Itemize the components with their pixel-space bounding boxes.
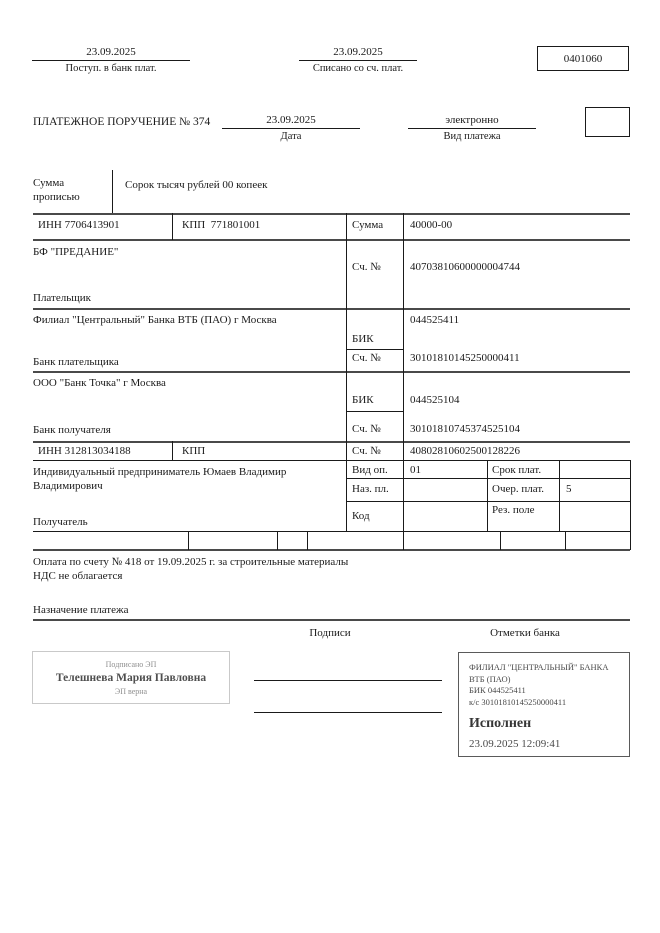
payer-bank-account-label: Сч. № (352, 352, 381, 364)
signature-line (254, 712, 442, 713)
amount-in-words-label: Сумма прописью (33, 177, 80, 203)
debited-from-account-field (299, 46, 417, 74)
payer-section-label: Плательщик (33, 292, 91, 304)
payer-bank-bik-label: БИК (352, 333, 374, 345)
payee-section-label: Получатель (33, 516, 88, 528)
payee-bank-bik: 044525104 (410, 394, 460, 406)
inn-kpp-divider (172, 441, 173, 461)
extra-fields-divider (403, 531, 404, 550)
payer-inn: ИНН 7706413901 (38, 219, 120, 231)
payment-kind-label: Вид платежа (443, 131, 501, 142)
priority-label: Очер. плат. (492, 483, 545, 495)
payer-bank-name: Филиал "Центральный" Банка ВТБ (ПАО) г Москва (33, 314, 277, 326)
payer-account: 40703810600000004744 (410, 261, 520, 273)
extra-fields-divider (188, 531, 189, 550)
document-date-field (222, 114, 360, 142)
extra-fields-divider (277, 531, 278, 550)
payee-account-label: Сч. № (352, 445, 381, 457)
payee-bank-account: 30101810745374525104 (410, 423, 520, 435)
purpose-section-label: Назначение платежа (33, 604, 129, 616)
bik-cell-line (346, 411, 404, 412)
payee-kpp: КПП (182, 445, 206, 457)
payee-bank-bik-label: БИК (352, 394, 374, 406)
document-date-label: Дата (280, 131, 302, 142)
stamp-bank-name: ФИЛИАЛ "ЦЕНТРАЛЬНЫЙ" БАНКА ВТБ (ПАО) (469, 662, 609, 684)
inn-kpp-divider (172, 213, 173, 240)
op-type-value: 01 (410, 464, 421, 476)
e-signature-stamp (32, 651, 230, 704)
extra-fields-divider (307, 531, 308, 550)
purpose-code-label: Наз. пл. (352, 483, 389, 495)
code-label: Код (352, 510, 370, 522)
payer-bank-account: 30101810145250000411 (410, 352, 520, 364)
section-line (33, 441, 630, 443)
payer-bank-bik: 044525411 (410, 314, 460, 326)
payment-kind-code-box (585, 107, 630, 137)
subtable-divider (487, 460, 488, 532)
subtable-divider (559, 460, 560, 532)
payer-kpp: КПП 771801001 (182, 219, 261, 231)
payee-bank-name: ООО "Банк Точка" г Москва (33, 377, 166, 389)
section-line (33, 308, 630, 310)
bank-marks-heading: Отметки банка (490, 627, 560, 639)
payee-bank-account-label: Сч. № (352, 423, 381, 435)
document-date-value: 23.09.2025 (222, 114, 360, 129)
debited-from-account-label: Списано со сч. плат. (312, 63, 404, 74)
row-line (346, 478, 630, 479)
amount-label: Сумма (352, 219, 384, 231)
payee-bank-section-label: Банк получателя (33, 424, 111, 436)
reserve-field-label: Рез. поле (492, 504, 535, 516)
amount-value: 40000-00 (410, 219, 453, 231)
form-code-box: 0401060 (537, 46, 629, 71)
debited-from-account-date: 23.09.2025 (299, 46, 417, 61)
purpose-line2: НДС не облагается (33, 570, 123, 582)
signer-name: Телешнева Мария Павловна (55, 671, 207, 684)
section-line (33, 371, 630, 373)
row-line (346, 501, 630, 502)
signatures-heading: Подписи (309, 627, 351, 639)
bik-cell-line (346, 349, 404, 350)
payee-inn: ИНН 312813034188 (38, 445, 131, 457)
op-type-label: Вид оп. (352, 464, 388, 476)
stamp-bik: БИК 044525411 (469, 685, 526, 695)
section-line (33, 213, 630, 215)
payee-name: Индивидуальный предприниматель Юмаев Владимир Владимирович (33, 466, 287, 492)
row-line (33, 460, 630, 461)
document-title: ПЛАТЕЖНОЕ ПОРУЧЕНИЕ № 374 (33, 116, 211, 128)
section-line (33, 549, 630, 551)
signature-valid-label: ЭП верна (114, 686, 148, 696)
extra-fields-divider (500, 531, 501, 550)
bank-execution-stamp (458, 652, 630, 757)
payment-kind-field (408, 114, 536, 142)
payment-kind-value: электронно (408, 114, 536, 129)
payer-name: БФ "ПРЕДАНИЕ" (33, 246, 119, 258)
received-in-bank-date: 23.09.2025 (32, 46, 190, 61)
pay-term-label: Срок плат. (492, 464, 542, 476)
payer-account-label: Сч. № (352, 261, 381, 273)
row-line (33, 531, 630, 532)
payee-account: 40802810602500128226 (410, 445, 520, 457)
received-in-bank-field (32, 46, 190, 74)
signature-line (254, 680, 442, 681)
stamp-status: Исполнен (469, 716, 532, 731)
table-right-edge (630, 460, 631, 550)
amount-in-words-divider (112, 170, 113, 213)
section-line (33, 239, 630, 241)
stamp-datetime: 23.09.2025 12:09:41 (469, 738, 561, 750)
stamp-corr-account: к/с 30101810145250000411 (469, 696, 567, 707)
purpose-underline (33, 619, 630, 621)
priority-value: 5 (566, 483, 572, 495)
payer-bank-section-label: Банк плательщика (33, 356, 119, 368)
received-in-bank-label: Поступ. в банк плат. (65, 63, 157, 74)
purpose-line1: Оплата по счету № 418 от 19.09.2025 г. за строительные материалы (33, 556, 349, 568)
amount-in-words-value: Сорок тысяч рублей 00 копеек (125, 179, 268, 191)
label-column-divider (346, 213, 347, 532)
extra-fields-divider (565, 531, 566, 550)
signed-by-label: Подписано ЭП (105, 659, 157, 669)
value-column-divider (403, 213, 404, 532)
